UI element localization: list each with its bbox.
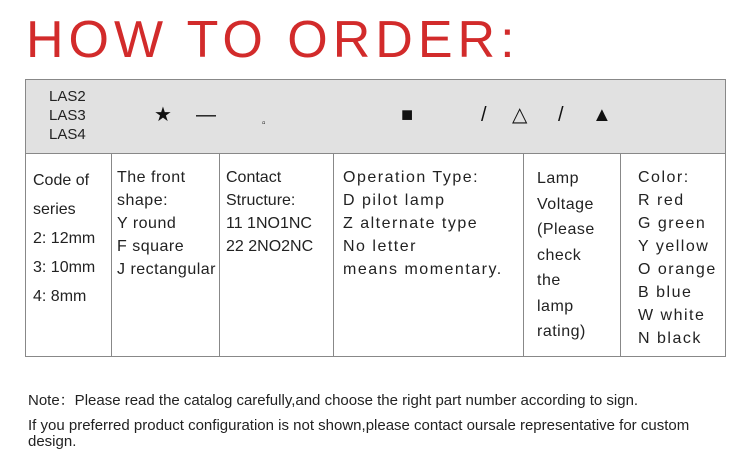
model-code: LAS2 [49,88,86,105]
column-text: series [33,201,76,218]
column-text: Y yellow [638,238,710,255]
column-text: 2: 12mm [33,230,96,247]
column-text: (Please [537,221,595,238]
catalog-note: Note：Please read the catalog carefully,and choose the right part number according to sign. [28,392,639,409]
operation-type-column [334,154,524,356]
column-text: W white [638,307,706,324]
column-text: B blue [638,284,693,301]
model-code: LAS3 [49,107,86,124]
color-column [621,154,727,356]
column-text: 3: 10mm [33,259,96,276]
contact-structure-column [220,154,334,356]
filled-square-icon: ■ [401,104,414,126]
page-title: HOW TO ORDER: [26,11,520,69]
column-text: lamp [537,297,574,315]
small-square-icon: ▫ [262,118,266,129]
column-text: 4: 8mm [33,288,87,305]
column-text: The front [117,169,186,186]
column-text: Color: [638,169,690,186]
outline-triangle-icon: △ [512,104,528,126]
column-text: Code of [33,172,90,189]
column-text: 22 2NO2NC [226,238,314,255]
column-text: shape: [117,192,169,209]
column-text: 11 1NO1NC [226,215,312,232]
column-text: D pilot lamp [343,192,446,209]
options-table [25,154,726,357]
column-text: F square [117,238,185,255]
column-text: G green [638,215,707,232]
column-text: J rectangular [117,261,216,278]
slash-separator: / [558,104,564,126]
column-text: Voltage [537,195,594,213]
filled-triangle-icon: ▲ [592,104,612,126]
column-text: Structure: [226,192,296,209]
column-text: Y round [117,215,177,232]
column-text: R red [638,192,685,209]
column-text: No letter [343,238,417,255]
column-text: the [537,272,561,289]
dash-symbol: — [196,104,216,126]
column-text: Contact [226,169,282,186]
column-text: N black [638,330,702,347]
column-text: rating) [537,323,586,340]
column-text: O orange [638,261,717,278]
column-text: check [537,246,582,264]
lamp-voltage-column [524,154,621,356]
series-column [26,154,112,356]
column-text: means momentary. [343,261,503,278]
column-text: Operation Type: [343,169,480,186]
column-text: Z alternate type [343,215,479,232]
model-list [49,87,86,144]
model-code: LAS4 [49,126,86,143]
custom-design-note: If you preferred product configuration is not shown,please contact oursale representative for custom design. [28,417,690,450]
column-text: Lamp [537,170,580,187]
star-icon: ★ [154,104,172,126]
model-code-panel [25,79,726,154]
front-shape-column [112,154,220,356]
slash-separator: / [481,104,487,126]
